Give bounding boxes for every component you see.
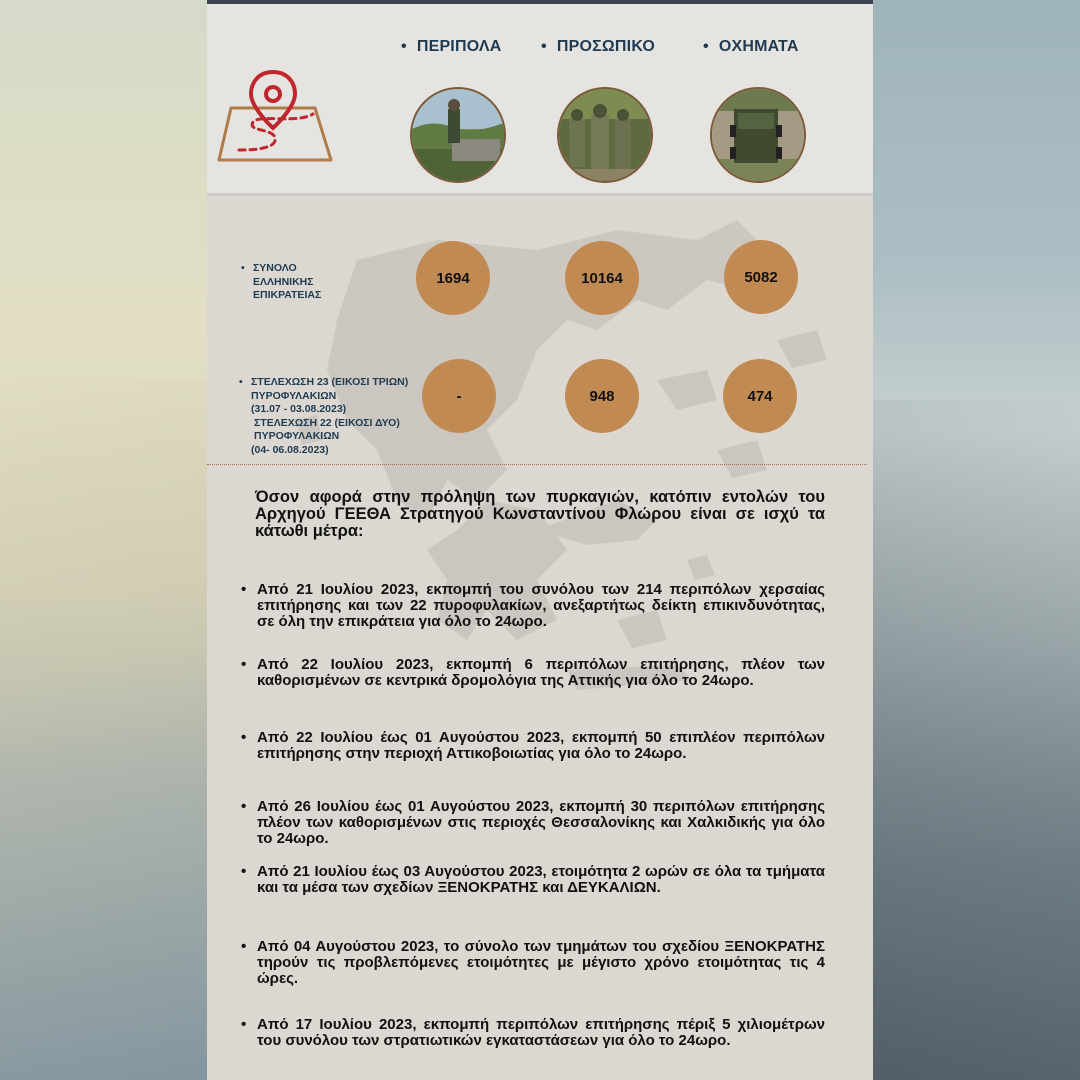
- infographic-panel: [207, 0, 873, 1080]
- badge-row2-patrols: -: [422, 359, 496, 433]
- personnel-photo: [557, 87, 653, 183]
- badge-row1-personnel: 10164: [565, 241, 639, 315]
- header-divider: [207, 193, 873, 196]
- map-route-icon: [217, 70, 335, 164]
- background-right: [873, 0, 1080, 1080]
- row1-label: • ΣΥΝΟΛΟ ΕΛΛΗΝΙΚΗΣ ΕΠΙΚΡΑΤΕΙΑΣ: [241, 262, 322, 301]
- measure-item: • Από 21 Ιουλίου 2023, εκπομπή του συνόλου των 214 περιπόλων χερσαίας επιτήρησης και των 22 πυροφυλακίων, ανεξαρτήτως δείκτη επικινδυνότητας, σε όλη την επικράτεια για όλο το 24ωρο.: [241, 581, 825, 630]
- measure-item: • Από 22 Ιουλίου 2023, εκπομπή 6 περιπόλων επιτήρησης, πλέον των καθορισμένων σε κεντρικά δρομολόγια της Αττικής για όλο το 24ωρο.: [241, 656, 825, 689]
- measure-item: • Από 21 Ιουλίου έως 03 Αυγούστου 2023, ετοιμότητα 2 ωρών σε όλα τα τμήματα και τα μέσα των σχεδίων ΞΕΝΟΚΡΑΤΗΣ και ΔΕΥΚΑΛΙΩΝ.: [241, 863, 825, 896]
- row2-label: • ΣΤΕΛΕΧΩΣΗ 23 (ΕΙΚΟΣΙ ΤΡΙΩΝ) ΠΥΡΟΦΥΛΑΚΙΩΝ (31.07 - 03.08.2023) ΣΤΕΛΕΧΩΣΗ 22 (ΕΙΚΟΣΙ ΔΥΟ) ΠΥΡΟΦΥΛΑΚΙΩΝ (04- 06.08.2023): [239, 376, 409, 456]
- intro-text: Όσον αφορά στην πρόληψη των πυρκαγιών, κατόπιν εντολών του Αρχηγού ΓΕΕΘΑ Στρατηγού Κωνσταντίνου Φλώρου είναι σε ισχύ τα κάτωθι μέτρα:: [255, 488, 825, 540]
- badge-row1-vehicles: 5082: [724, 240, 798, 314]
- badge-row1-patrols: 1694: [416, 241, 490, 315]
- header-patrols: • ΠΕΡΙΠΟΛΑ: [401, 38, 502, 55]
- patrols-photo: [410, 87, 506, 183]
- header-personnel: • ΠΡΟΣΩΠΙΚΟ: [541, 38, 655, 55]
- badge-row2-vehicles: 474: [723, 359, 797, 433]
- background-left: [0, 0, 207, 1080]
- badge-row2-personnel: 948: [565, 359, 639, 433]
- vehicles-photo: [710, 87, 806, 183]
- measure-item: • Από 04 Αυγούστου 2023, το σύνολο των τμημάτων του σχεδίου ΞΕΝΟΚΡΑΤΗΣ τηρούν τις προβλεπόμενες ετοιμότητες με μέγιστο χρόνο ετοιμότητας τις 4 ώρες.: [241, 938, 825, 987]
- header-vehicles: • ΟΧΗΜΑΤΑ: [703, 38, 799, 55]
- measure-item: • Από 26 Ιουλίου έως 01 Αυγούστου 2023, εκπομπή 30 περιπόλων επιτήρησης πλέον των καθορισμένων στις περιοχές Θεσσαλονίκης και Χαλκιδικής για όλο το 24ωρο.: [241, 798, 825, 847]
- measure-item: • Από 22 Ιουλίου έως 01 Αυγούστου 2023, εκπομπή 50 επιπλέον περιπόλων επιτήρησης στην περιοχή Αττικοβοιωτίας για όλο το 24ωρο.: [241, 729, 825, 762]
- measure-item: • Από 17 Ιουλίου 2023, εκπομπή περιπόλων επιτήρησης πέριξ 5 χιλιομέτρων του συνόλου των στρατιωτικών εγκαταστάσεων για όλο το 24ωρο.: [241, 1016, 825, 1049]
- section-divider: [207, 464, 867, 465]
